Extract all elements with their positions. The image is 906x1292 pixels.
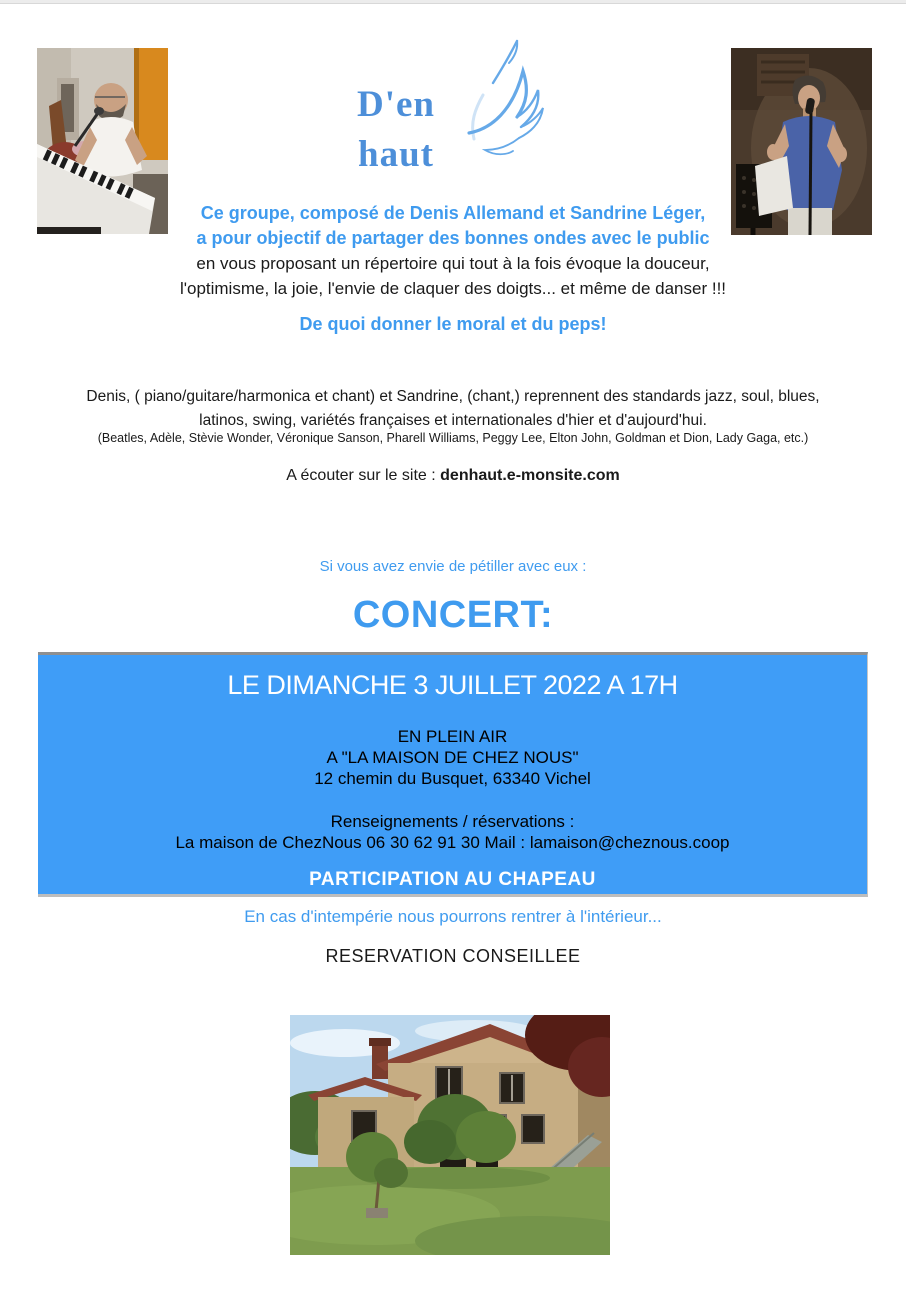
venue-line-1: EN PLEIN AIR (397, 727, 508, 746)
repertoire-line-2: latinos, swing, variétés françaises et internationales d'hier et d'aujourd'hui. (199, 412, 707, 429)
venue-block (38, 726, 867, 789)
concert-banner (38, 652, 868, 897)
intro-text (0, 201, 906, 301)
listen-line (0, 467, 906, 485)
wing-logo-icon (455, 36, 563, 174)
listen-label: A écouter sur le site : (286, 467, 436, 484)
repertoire-line-1: Denis, ( piano/guitare/harmonica et chant) et Sandrine, (chant,) reprennent des standards jazz, soul, blues, (86, 388, 820, 405)
weather-note: En cas d'intempérie nous pourrons rentrer à l'intérieur... (244, 907, 662, 926)
info-label: Renseignements / réservations : (330, 812, 575, 831)
logo-word-1: D'en (357, 84, 435, 125)
contact-line: La maison de ChezNous 06 30 62 91 30 Mail : lamaison@cheznous.coop (175, 833, 730, 852)
band-logo (328, 80, 464, 180)
concert-heading: CONCERT: (352, 594, 554, 636)
reservation-note: RESERVATION CONSEILLEE (325, 946, 581, 966)
concert-date: LE DIMANCHE 3 JUILLET 2022 A 17H (227, 670, 678, 700)
logo-word-2: haut (358, 134, 434, 175)
participation-note: PARTICIPATION AU CHAPEAU (309, 869, 596, 890)
info-block (38, 811, 867, 853)
repertoire-text (0, 385, 906, 433)
tagline: De quoi donner le moral et du peps! (299, 314, 607, 334)
photo-la-maison-de-chez-nous (290, 1015, 610, 1255)
intro-blue-line-1: Ce groupe, composé de Denis Allemand et Sandrine Léger, (200, 203, 706, 223)
invite-line: Si vous avez envie de pétiller avec eux : (319, 558, 587, 575)
artists-list: (Beatles, Adèle, Stèvie Wonder, Véronique Sanson, Pharell Williams, Peggy Lee, Elton John, Goldman et Dion, Lady Gaga, etc.) (97, 431, 809, 445)
venue-line-2: A "LA MAISON DE CHEZ NOUS" (326, 748, 579, 767)
intro-black-line-2: l'optimisme, la joie, l'envie de claquer des doigts... et même de danser !!! (179, 279, 727, 298)
intro-black-line-1: en vous proposant un répertoire qui tout à la fois évoque la douceur, (196, 254, 710, 273)
venue-line-3: 12 chemin du Busquet, 63340 Vichel (314, 769, 591, 788)
intro-blue-line-2: a pour objectif de partager des bonnes ondes avec le public (196, 228, 710, 248)
page-top-edge (0, 0, 906, 4)
website-url: denhaut.e-monsite.com (440, 467, 620, 484)
